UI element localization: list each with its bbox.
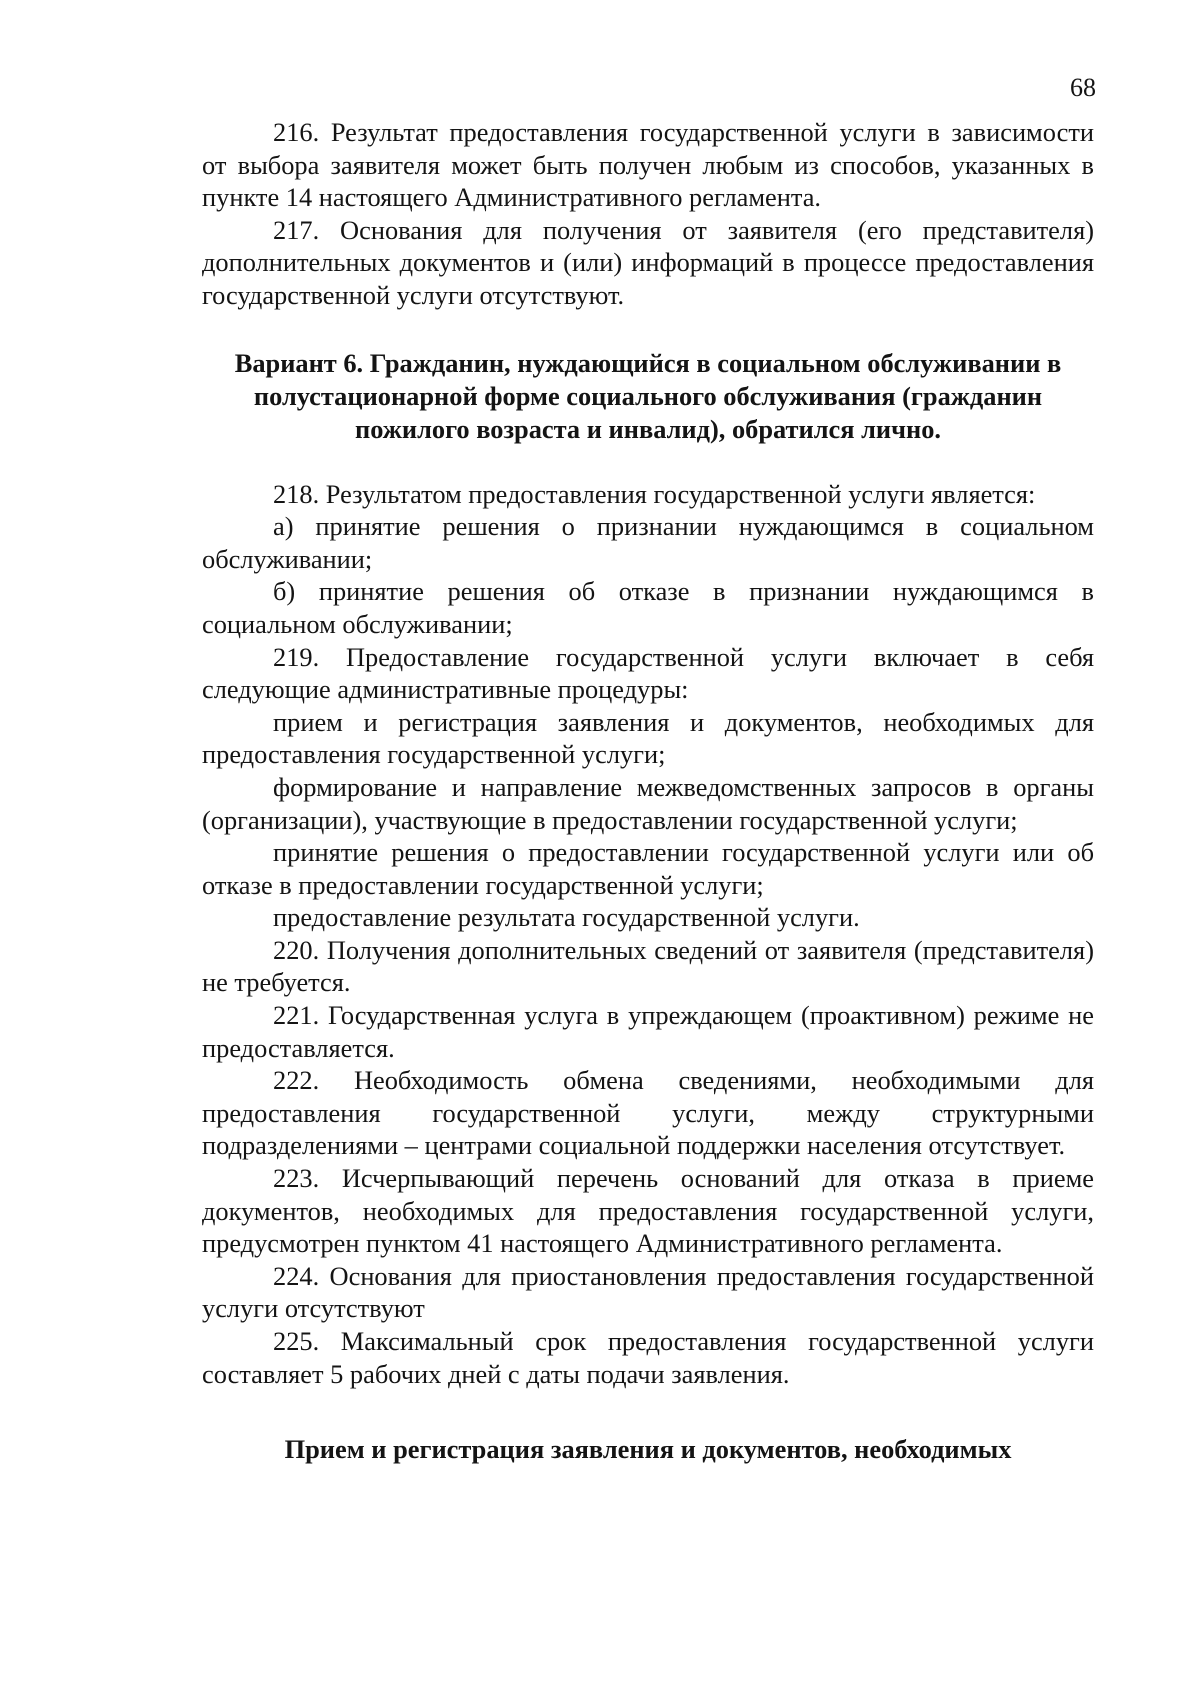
list-item-b: б) принятие решения об отказе в признании нуждающимся в социальном обслуживании; [202, 576, 1094, 639]
subsection-heading: Прием и регистрация заявления и документов, необходимых [284, 1434, 1012, 1465]
page-number: 68 [1070, 73, 1096, 102]
paragraph-217: 217. Основания для получения от заявителя (его представителя) дополнительных документов и (или) информаций в процессе предоставления государственной услуги отсутствуют. [202, 214, 1094, 310]
paragraph-219: 219. Предоставление государственной услуги включает в себя следующие административные процедуры: [202, 641, 1094, 705]
paragraph-225: 225. Максимальный срок предоставления государственной услуги составляет 5 рабочих дней с даты подачи заявления. [202, 1326, 1094, 1389]
section-heading-variant-6: Вариант 6. Гражданин, нуждающийся в социальном обслуживании в полустационарной форме социального обслуживания (гражданин пожилого возраста и инвалид), обратился лично. [234, 347, 1062, 444]
procedure-item: прием и регистрация заявления и документов, необходимых для предоставления государственной услуги; [202, 706, 1094, 770]
paragraph-224: 224. Основания для приостановления предоставления государственной услуги отсутствуют [202, 1260, 1094, 1324]
procedure-item: принятие решения о предоставлении государственной услуги или об отказе в предоставлении государственной услуги; [202, 837, 1094, 900]
paragraph-222: 222. Необходимость обмена сведениями, необходимыми для предоставления государственной услуги, между структурными подразделениями – центрами социальной поддержки населения отсутствует. [202, 1065, 1094, 1161]
paragraph-221: 221. Государственная услуга в упреждающем (проактивном) режиме не предоставляется. [202, 1000, 1094, 1063]
paragraph-218: 218. Результатом предоставления государственной услуги является: [273, 478, 1036, 509]
paragraph-216: 216. Результат предоставления государственной услуги в зависимости от выбора заявителя может быть получен любым из способов, указанных в пункте 14 настоящего Административного регламента. [202, 117, 1094, 213]
list-item-a: а) принятие решения о признании нуждающимся в социальном обслуживании; [202, 511, 1094, 574]
paragraph-223: 223. Исчерпывающий перечень оснований для отказа в приеме документов, необходимых для предоставления государственной услуги, предусмотрен пунктом 41 настоящего Административного регламента. [202, 1163, 1094, 1259]
procedure-item: формирование и направление межведомственных запросов в органы (организации), участвующие в предоставлении государственной услуги; [202, 771, 1094, 835]
document-body [202, 116, 1094, 1466]
paragraph-220: 220. Получения дополнительных сведений от заявителя (представителя) не требуется. [202, 934, 1094, 998]
procedure-item: предоставление результата государственной услуги. [273, 902, 860, 933]
